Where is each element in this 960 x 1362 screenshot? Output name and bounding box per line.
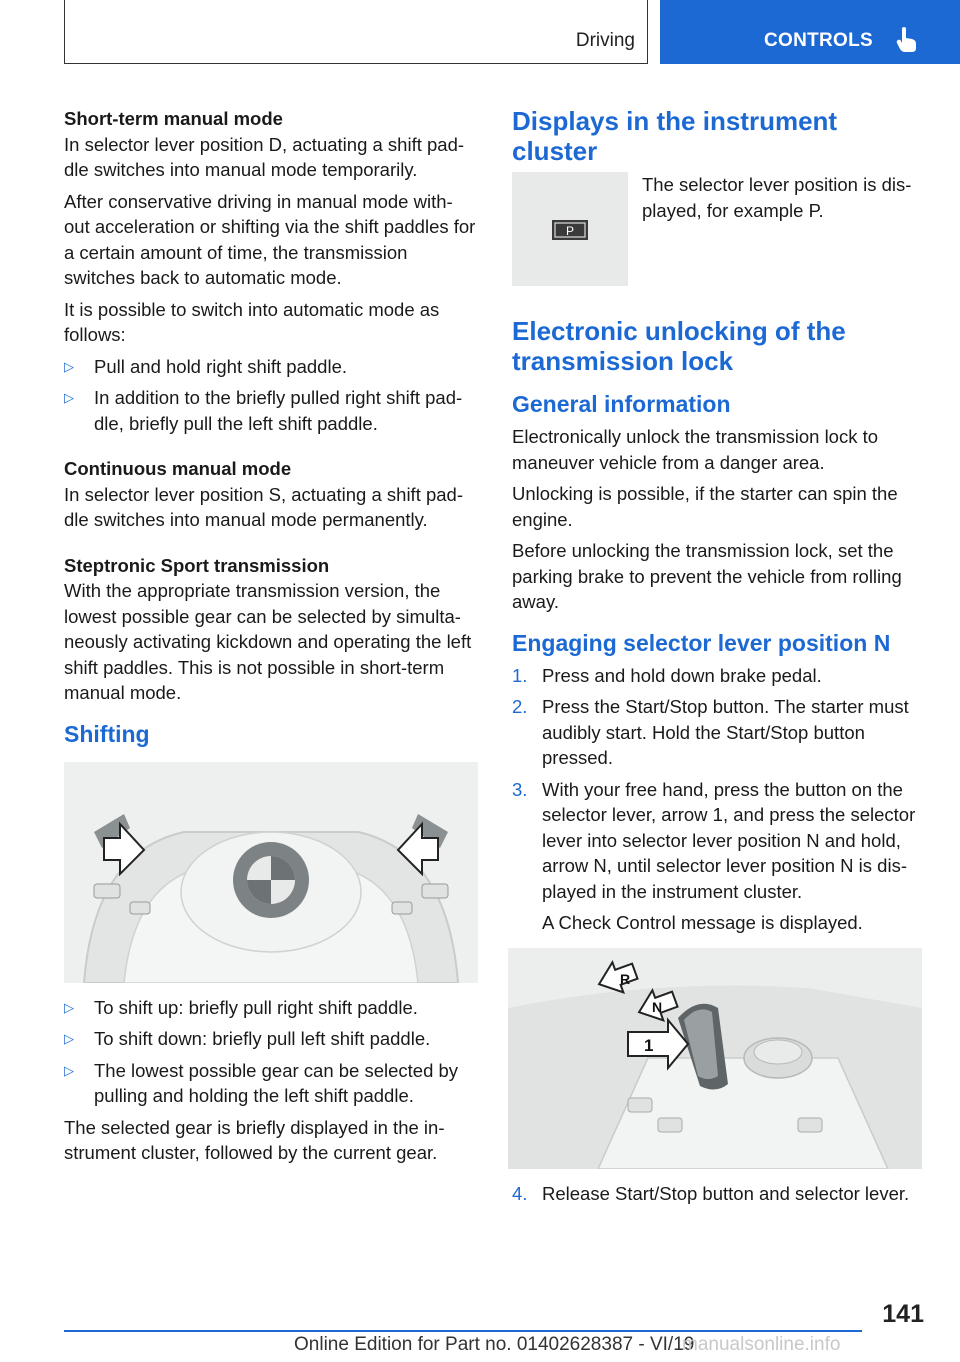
list-item: ▷ To shift down: briefly pull left shift paddle. (64, 1026, 478, 1052)
displays-paragraph: The selector lever position is dis‐played, for example P. (642, 174, 912, 221)
general-paragraph-2: Unlocking is possible, if the starter can spin the engine. (512, 483, 898, 530)
right-column (512, 106, 926, 1212)
triangle-bullet-icon: ▷ (64, 390, 74, 405)
shifting-paragraph: The selected gear is briefly displayed in the in‐strument cluster, followed by the current gear. (64, 1116, 445, 1163)
continuous-paragraph: In selector lever position S, actuating a shift pad‐dle switches into manual mode permanently. (64, 483, 463, 530)
list-item: ▷ To shift up: briefly pull right shift paddle. (64, 995, 478, 1021)
triangle-bullet-icon: ▷ (64, 1031, 74, 1046)
page-number: 141 (882, 1300, 924, 1328)
short-term-paragraph-3: It is possible to switch into automatic mode as follows: (64, 298, 440, 345)
left-column (64, 106, 478, 1172)
step-note: A Check Control message is displayed. (542, 912, 863, 933)
steptronic-paragraph: With the appropriate transmission version, the lowest possible gear can be selected by simulta‐neously activating kickdown and operating the left shift paddles. This is not possible in short-term manual mode. (64, 580, 472, 703)
short-term-paragraph-1: In selector lever position D, actuating a shift pad‐dle switches into manual mode temporarily. (64, 133, 465, 180)
triangle-bullet-icon: ▷ (64, 358, 74, 374)
engaging-heading: Engaging selector lever position N (512, 629, 891, 656)
list-item: 3. With your free hand, press the button on the selector lever, arrow 1, and press the selector lever into selector lever position N and hold, arrow N, until selector lever position N is dis‐played in the instrument cluster. A Check Control message is displayed. (512, 777, 926, 936)
arrow-label-n: N (652, 998, 663, 1015)
list-item: ▷ In addition to the briefly pulled right shift pad‐dle, briefly pull the left shift paddle. (64, 387, 463, 434)
chapter-title: CONTROLS (764, 30, 874, 51)
general-heading: General information (512, 391, 731, 417)
list-item: 4. Release Start/Stop button and selector lever. (512, 1182, 910, 1204)
triangle-bullet-icon: ▷ (64, 1062, 74, 1078)
footer-divider (64, 1330, 862, 1332)
instrument-display-illustration (512, 172, 628, 286)
list-item: 1. Press and hold down brake pedal. (512, 664, 822, 686)
list-item: 2. Press the Start/Stop button. The starter must audibly start. Hold the Start/Stop button pressed. (512, 696, 909, 768)
shifting-heading: Shifting (64, 720, 150, 747)
steps-list-continued (512, 1181, 926, 1207)
short-term-title: Short-term manual mode (64, 108, 283, 129)
header-section-box (64, 0, 648, 64)
displays-heading: Displays in the instrument cluster (512, 106, 838, 166)
short-term-bullet-list (64, 354, 478, 437)
hand-pointer-icon (896, 26, 918, 54)
general-paragraph-3: Before unlocking the transmission lock, set the parking brake to prevent the vehicle from rolling away. (512, 540, 902, 612)
shifting-bullet-list (64, 995, 478, 1109)
gear-position-label: P (565, 224, 575, 238)
list-item: ▷ The lowest possible gear can be selected by pulling and holding the left shift paddle. (64, 1059, 459, 1106)
general-paragraph-1: Electronically unlock the transmission lock to maneuver vehicle from a danger area. (512, 426, 879, 473)
watermark: manualsonline.info (682, 1334, 841, 1355)
steptronic-title: Steptronic Sport transmission (64, 554, 330, 576)
unlock-heading: Electronic unlocking of the transmission lock (512, 316, 846, 376)
continuous-title: Continuous manual mode (64, 458, 292, 479)
arrow-label-r: R (620, 970, 631, 987)
section-title: Driving (575, 30, 635, 51)
arrow-label-1: 1 (644, 1035, 654, 1055)
edition-text: Online Edition for Part no. 01402628387 - VI/19 (294, 1334, 695, 1355)
selector-lever-illustration (508, 948, 922, 1169)
triangle-bullet-icon: ▷ (64, 999, 74, 1015)
list-item: ▷ Pull and hold right shift paddle. (64, 354, 478, 380)
steering-wheel-illustration (64, 762, 478, 983)
header-chapter-tab (660, 0, 960, 64)
steps-list (512, 663, 926, 936)
short-term-paragraph-2: After conservative driving in manual mode with‐out acceleration or shifting via the shift paddles for a certain amount of time, the transmission switches back to automatic mode. (64, 190, 476, 288)
